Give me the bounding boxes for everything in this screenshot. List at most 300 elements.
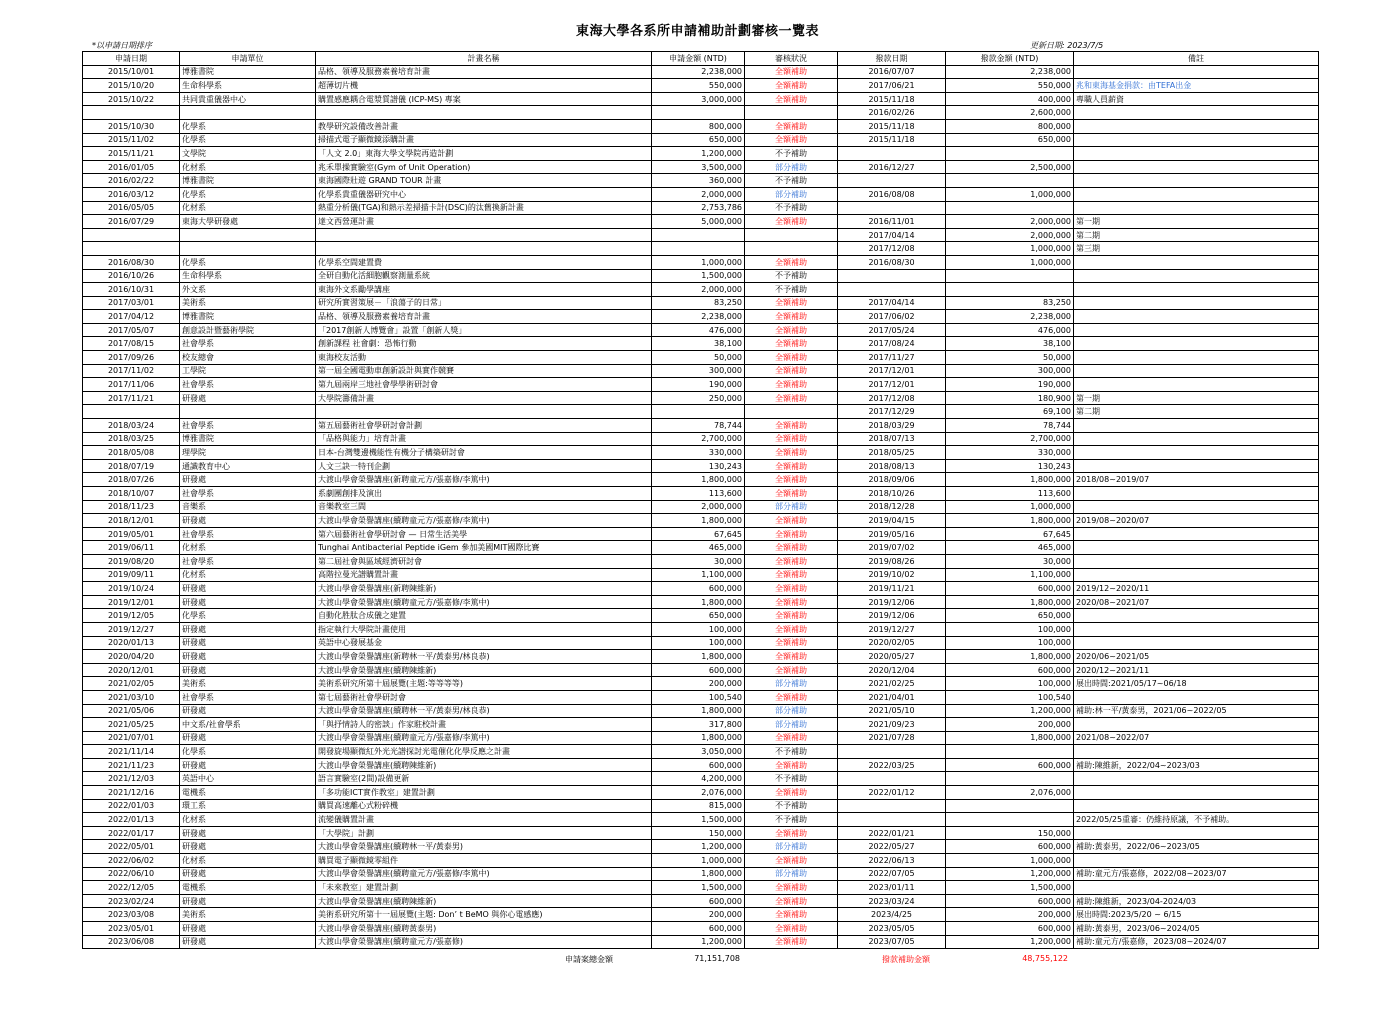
cell-unit: 研發處 xyxy=(180,663,316,677)
cell-grant-date: 2021/02/25 xyxy=(838,677,946,691)
cell-apply-amount: 600,000 xyxy=(652,663,745,677)
cell-apply-date xyxy=(83,405,180,419)
table-row xyxy=(83,147,1319,161)
table-row xyxy=(83,296,1319,310)
cell-grant-date: 2017/12/29 xyxy=(838,405,946,419)
cell-unit: 美術系 xyxy=(180,908,316,922)
cell-apply-amount: 200,000 xyxy=(652,908,745,922)
cell-status: 不予補助 xyxy=(745,813,838,827)
cell-unit: 社會學系 xyxy=(180,690,316,704)
table-header-row xyxy=(83,52,1319,66)
cell-apply-date: 2021/12/03 xyxy=(83,772,180,786)
cell-apply-amount: 250,000 xyxy=(652,391,745,405)
cell-project xyxy=(316,228,652,242)
cell-project: 大渡山學會榮譽講座(續聘陳維新) xyxy=(316,894,652,908)
cell-grant-amount: 2,000,000 xyxy=(946,215,1074,229)
cell-remarks xyxy=(1074,65,1319,79)
cell-remarks xyxy=(1074,106,1319,120)
cell-apply-date: 2015/11/21 xyxy=(83,147,180,161)
cell-apply-amount: 3,500,000 xyxy=(652,160,745,174)
cell-status: 全額補助 xyxy=(745,894,838,908)
cell-remarks xyxy=(1074,636,1319,650)
cell-grant-date xyxy=(838,269,946,283)
cell-apply-date: 2018/03/24 xyxy=(83,419,180,433)
cell-apply-date: 2019/09/11 xyxy=(83,568,180,582)
cell-apply-date: 2021/05/25 xyxy=(83,718,180,732)
cell-status: 全額補助 xyxy=(745,527,838,541)
cell-project: 大渡山學會榮譽講座(新聘林一平/黃泰男/林良恭) xyxy=(316,650,652,664)
cell-grant-amount: 2,076,000 xyxy=(946,786,1074,800)
cell-project: 「2017創新人博覽會」設置「創新人獎」 xyxy=(316,323,652,337)
cell-grant-date: 2021/05/10 xyxy=(838,704,946,718)
cell-remarks xyxy=(1074,283,1319,297)
cell-unit: 校友總會 xyxy=(180,351,316,365)
cell-apply-date: 2021/11/23 xyxy=(83,758,180,772)
table-row xyxy=(83,255,1319,269)
cell-apply-amount: 100,540 xyxy=(652,690,745,704)
table-row xyxy=(83,446,1319,460)
cell-apply-date: 2017/11/02 xyxy=(83,364,180,378)
cell-remarks xyxy=(1074,718,1319,732)
cell-apply-date: 2021/11/14 xyxy=(83,745,180,759)
cell-grant-amount: 2,600,000 xyxy=(946,106,1074,120)
cell-grant-amount: 600,000 xyxy=(946,922,1074,936)
cell-project: 語言實驗室(2間)設備更新 xyxy=(316,772,652,786)
cell-project: 高階拉曼光譜購置計畫 xyxy=(316,568,652,582)
cell-remarks xyxy=(1074,622,1319,636)
cell-remarks: 兆和東海基金捐款：由TEFA出金 xyxy=(1074,79,1319,93)
cell-grant-amount: 650,000 xyxy=(946,133,1074,147)
cell-remarks: 第一期 xyxy=(1074,215,1319,229)
cell-status: 部分補助 xyxy=(745,187,838,201)
cell-apply-amount: 1,800,000 xyxy=(652,595,745,609)
cell-project xyxy=(316,106,652,120)
cell-apply-date: 2018/07/26 xyxy=(83,473,180,487)
total-grant-value: 48,755,122 xyxy=(1022,954,1068,963)
cell-unit: 研發處 xyxy=(180,636,316,650)
cell-status: 部分補助 xyxy=(745,160,838,174)
table-row xyxy=(83,636,1319,650)
cell-unit: 化材系 xyxy=(180,854,316,868)
table-row xyxy=(83,854,1319,868)
cell-status: 全額補助 xyxy=(745,758,838,772)
cell-grant-amount: 1,000,000 xyxy=(946,854,1074,868)
cell-unit xyxy=(180,106,316,120)
table-row xyxy=(83,582,1319,596)
cell-grant-date: 2018/10/26 xyxy=(838,487,946,501)
cell-unit: 化學系 xyxy=(180,119,316,133)
table-row xyxy=(83,351,1319,365)
table-row xyxy=(83,758,1319,772)
table-row xyxy=(83,731,1319,745)
cell-status: 全額補助 xyxy=(745,786,838,800)
cell-apply-amount: 330,000 xyxy=(652,446,745,460)
cell-grant-amount: 67,645 xyxy=(946,527,1074,541)
cell-status: 全額補助 xyxy=(745,446,838,460)
cell-apply-amount: 1,500,000 xyxy=(652,881,745,895)
cell-apply-date xyxy=(83,228,180,242)
cell-unit: 東海大學研發處 xyxy=(180,215,316,229)
cell-grant-date: 2018/05/25 xyxy=(838,446,946,460)
cell-apply-date: 2020/01/13 xyxy=(83,636,180,650)
cell-apply-amount: 4,200,000 xyxy=(652,772,745,786)
cell-grant-amount xyxy=(946,813,1074,827)
cell-apply-amount: 30,000 xyxy=(652,554,745,568)
cell-grant-amount: 113,600 xyxy=(946,487,1074,501)
table-row xyxy=(83,106,1319,120)
cell-unit: 化材系 xyxy=(180,160,316,174)
cell-apply-amount xyxy=(652,106,745,120)
cell-grant-date: 2016/12/27 xyxy=(838,160,946,174)
cell-project: 東海外文系勵學講座 xyxy=(316,283,652,297)
cell-unit: 社會學系 xyxy=(180,527,316,541)
cell-unit: 工學院 xyxy=(180,364,316,378)
cell-status: 全額補助 xyxy=(745,255,838,269)
table-row xyxy=(83,378,1319,392)
cell-project: 第五屆藝術社會學研討會計劃 xyxy=(316,419,652,433)
cell-apply-date: 2020/04/20 xyxy=(83,650,180,664)
cell-project: 品格、領導及服務素養培育計畫 xyxy=(316,310,652,324)
cell-apply-amount: 3,000,000 xyxy=(652,92,745,106)
cell-apply-amount xyxy=(652,242,745,256)
cell-apply-amount: 1,500,000 xyxy=(652,269,745,283)
cell-grant-amount: 400,000 xyxy=(946,92,1074,106)
cell-grant-date: 2017/06/02 xyxy=(838,310,946,324)
cell-apply-amount: 100,000 xyxy=(652,636,745,650)
cell-project: 第一屆全國電動車創新設計與實作競賽 xyxy=(316,364,652,378)
cell-remarks: 2022/05/25重審：仍維持原議，不予補助。 xyxy=(1074,813,1319,827)
cell-grant-date: 2017/04/14 xyxy=(838,296,946,310)
table-row xyxy=(83,541,1319,555)
cell-grant-amount: 100,540 xyxy=(946,690,1074,704)
table-row xyxy=(83,310,1319,324)
cell-project: 大渡山學會榮譽講座(續聘童元方/張嘉修/李篤中) xyxy=(316,731,652,745)
table-row xyxy=(83,772,1319,786)
cell-remarks: 第二期 xyxy=(1074,405,1319,419)
cell-remarks xyxy=(1074,854,1319,868)
cell-status: 全額補助 xyxy=(745,419,838,433)
header-grant-amount: 撥款金額 (NTD) xyxy=(946,52,1074,66)
cell-remarks xyxy=(1074,133,1319,147)
cell-status: 全額補助 xyxy=(745,636,838,650)
cell-remarks xyxy=(1074,310,1319,324)
header-status: 審核狀況 xyxy=(745,52,838,66)
cell-unit: 化學系 xyxy=(180,745,316,759)
cell-remarks xyxy=(1074,690,1319,704)
cell-status: 全額補助 xyxy=(745,826,838,840)
cell-status: 全額補助 xyxy=(745,364,838,378)
cell-status: 全額補助 xyxy=(745,296,838,310)
cell-status: 全額補助 xyxy=(745,337,838,351)
cell-project: 「未來教室」建置計劃 xyxy=(316,881,652,895)
cell-unit: 電機系 xyxy=(180,881,316,895)
cell-unit xyxy=(180,228,316,242)
table-row xyxy=(83,283,1319,297)
update-date: 更新日期: 2023/7/5 xyxy=(1030,41,1104,50)
cell-apply-amount: 5,000,000 xyxy=(652,215,745,229)
table-row xyxy=(83,419,1319,433)
cell-grant-date: 2019/07/02 xyxy=(838,541,946,555)
cell-grant-date: 2017/12/01 xyxy=(838,378,946,392)
table-row xyxy=(83,187,1319,201)
cell-apply-date: 2016/01/05 xyxy=(83,160,180,174)
cell-status: 全額補助 xyxy=(745,391,838,405)
cell-remarks xyxy=(1074,269,1319,283)
cell-remarks xyxy=(1074,174,1319,188)
cell-unit: 生命科學系 xyxy=(180,269,316,283)
cell-unit: 博雅書院 xyxy=(180,174,316,188)
cell-remarks: 補助:黃泰男，2022/06~2023/05 xyxy=(1074,840,1319,854)
cell-grant-amount: 1,000,000 xyxy=(946,187,1074,201)
cell-grant-amount: 190,000 xyxy=(946,378,1074,392)
cell-unit: 研發處 xyxy=(180,935,316,949)
cell-apply-date xyxy=(83,106,180,120)
cell-grant-date: 2016/07/07 xyxy=(838,65,946,79)
cell-unit: 生命科學系 xyxy=(180,79,316,93)
cell-project: 日本-台灣雙邊機能性有機分子構築研討會 xyxy=(316,446,652,460)
cell-grant-amount: 200,000 xyxy=(946,718,1074,732)
cell-project: 研究所實習策展－「浪蕩子的日常」 xyxy=(316,296,652,310)
cell-remarks xyxy=(1074,147,1319,161)
cell-remarks xyxy=(1074,527,1319,541)
cell-unit: 美術系 xyxy=(180,677,316,691)
cell-project: 「人文 2.0」東海大學文學院再造計劃 xyxy=(316,147,652,161)
cell-grant-date: 2019/12/27 xyxy=(838,622,946,636)
cell-remarks: 2020/12~2021/11 xyxy=(1074,663,1319,677)
table-row xyxy=(83,527,1319,541)
cell-apply-date: 2022/05/01 xyxy=(83,840,180,854)
cell-status: 全額補助 xyxy=(745,351,838,365)
table-row xyxy=(83,405,1319,419)
cell-grant-date: 2021/04/01 xyxy=(838,690,946,704)
cell-grant-amount: 1,800,000 xyxy=(946,514,1074,528)
cell-project: 流變儀購置計畫 xyxy=(316,813,652,827)
cell-grant-date: 2022/01/21 xyxy=(838,826,946,840)
cell-status: 不予補助 xyxy=(745,799,838,813)
cell-apply-amount: 2,000,000 xyxy=(652,283,745,297)
cell-status: 部分補助 xyxy=(745,867,838,881)
cell-apply-date: 2022/06/02 xyxy=(83,854,180,868)
table-row xyxy=(83,650,1319,664)
cell-grant-amount: 83,250 xyxy=(946,296,1074,310)
table-row xyxy=(83,935,1319,949)
header-grant-date: 撥款日期 xyxy=(838,52,946,66)
cell-project: 創新課程 社會劇：恐怖行動 xyxy=(316,337,652,351)
cell-grant-date: 2023/03/24 xyxy=(838,894,946,908)
cell-apply-date: 2019/05/01 xyxy=(83,527,180,541)
cell-grant-amount: 150,000 xyxy=(946,826,1074,840)
cell-grant-date: 2019/12/06 xyxy=(838,609,946,623)
cell-grant-amount: 2,000,000 xyxy=(946,228,1074,242)
table-row xyxy=(83,174,1319,188)
cell-project: 音樂教室三間 xyxy=(316,500,652,514)
cell-apply-date: 2015/10/22 xyxy=(83,92,180,106)
table-row xyxy=(83,690,1319,704)
cell-apply-amount: 1,500,000 xyxy=(652,813,745,827)
cell-project: 指定執行大學院計畫使用 xyxy=(316,622,652,636)
cell-apply-amount: 1,200,000 xyxy=(652,935,745,949)
cell-apply-date: 2016/05/05 xyxy=(83,201,180,215)
cell-apply-date: 2022/01/03 xyxy=(83,799,180,813)
cell-apply-date: 2019/08/20 xyxy=(83,554,180,568)
header-project: 計畫名稱 xyxy=(316,52,652,66)
cell-grant-date: 2017/08/24 xyxy=(838,337,946,351)
cell-apply-amount: 113,600 xyxy=(652,487,745,501)
cell-unit: 研發處 xyxy=(180,514,316,528)
table-row xyxy=(83,323,1319,337)
cell-remarks: 補助:林一平/黃泰男，2021/06~2022/05 xyxy=(1074,704,1319,718)
cell-remarks: 2019/08~2020/07 xyxy=(1074,514,1319,528)
cell-apply-amount: 100,000 xyxy=(652,622,745,636)
cell-apply-date: 2023/05/01 xyxy=(83,922,180,936)
cell-project: 化學系空間建置費 xyxy=(316,255,652,269)
cell-remarks xyxy=(1074,201,1319,215)
cell-grant-date: 2022/05/27 xyxy=(838,840,946,854)
cell-apply-amount: 317,800 xyxy=(652,718,745,732)
cell-project: 化學系貴重儀器研究中心 xyxy=(316,187,652,201)
cell-unit: 化材系 xyxy=(180,568,316,582)
cell-grant-amount: 130,243 xyxy=(946,459,1074,473)
cell-remarks xyxy=(1074,187,1319,201)
cell-unit: 社會學系 xyxy=(180,378,316,392)
cell-unit: 研發處 xyxy=(180,894,316,908)
cell-unit: 音樂系 xyxy=(180,500,316,514)
cell-unit: 英語中心 xyxy=(180,772,316,786)
cell-remarks: 補助:黃泰男，2023/06~2024/05 xyxy=(1074,922,1319,936)
cell-grant-date xyxy=(838,745,946,759)
cell-status: 全額補助 xyxy=(745,690,838,704)
cell-project: 第七屆藝術社會學研討會 xyxy=(316,690,652,704)
cell-status: 全額補助 xyxy=(745,473,838,487)
cell-grant-amount xyxy=(946,283,1074,297)
cell-grant-amount: 600,000 xyxy=(946,758,1074,772)
cell-grant-amount: 1,000,000 xyxy=(946,242,1074,256)
cell-apply-amount: 3,050,000 xyxy=(652,745,745,759)
cell-grant-amount: 2,700,000 xyxy=(946,432,1074,446)
cell-grant-amount: 50,000 xyxy=(946,351,1074,365)
cell-remarks: 2019/12~2020/11 xyxy=(1074,582,1319,596)
cell-status: 全額補助 xyxy=(745,881,838,895)
cell-grant-date: 2019/10/02 xyxy=(838,568,946,582)
cell-apply-amount: 130,243 xyxy=(652,459,745,473)
cell-apply-date: 2018/12/01 xyxy=(83,514,180,528)
cell-status: 全額補助 xyxy=(745,133,838,147)
cell-apply-amount: 1,800,000 xyxy=(652,867,745,881)
cell-remarks: 補助:陳維新，2022/04~2023/03 xyxy=(1074,758,1319,772)
cell-status: 不予補助 xyxy=(745,201,838,215)
cell-apply-date: 2018/03/25 xyxy=(83,432,180,446)
table-row xyxy=(83,663,1319,677)
cell-project: 東海校友活動 xyxy=(316,351,652,365)
cell-unit: 研發處 xyxy=(180,731,316,745)
table-row xyxy=(83,228,1319,242)
cell-apply-date: 2015/10/20 xyxy=(83,79,180,93)
cell-unit: 創意設計暨藝術學院 xyxy=(180,323,316,337)
cell-project: 「多功能ICT實作教室」建置計劃 xyxy=(316,786,652,800)
cell-apply-date: 2018/10/07 xyxy=(83,487,180,501)
cell-apply-date: 2021/03/10 xyxy=(83,690,180,704)
cell-grant-date: 2023/4/25 xyxy=(838,908,946,922)
table-row xyxy=(83,922,1319,936)
cell-grant-amount xyxy=(946,201,1074,215)
total-grant-label: 撥款補助金額 xyxy=(882,955,930,964)
cell-unit: 文學院 xyxy=(180,147,316,161)
table-row xyxy=(83,704,1319,718)
cell-project: 系劇團創排及演出 xyxy=(316,487,652,501)
cell-apply-amount: 67,645 xyxy=(652,527,745,541)
table-row xyxy=(83,894,1319,908)
cell-project: 大渡山學會榮譽講座(續聘林一平/黃泰男) xyxy=(316,840,652,854)
cell-unit xyxy=(180,405,316,419)
cell-status: 全額補助 xyxy=(745,487,838,501)
cell-status: 不予補助 xyxy=(745,147,838,161)
cell-project: 大渡山學會榮譽講座(續聘童元方/張嘉修) xyxy=(316,935,652,949)
table-row xyxy=(83,487,1319,501)
cell-status xyxy=(745,228,838,242)
cell-grant-date: 2017/12/08 xyxy=(838,391,946,405)
table-row xyxy=(83,215,1319,229)
cell-apply-amount: 600,000 xyxy=(652,894,745,908)
cell-remarks xyxy=(1074,364,1319,378)
cell-status: 全額補助 xyxy=(745,731,838,745)
cell-apply-date: 2017/11/06 xyxy=(83,378,180,392)
cell-apply-date: 2023/02/24 xyxy=(83,894,180,908)
cell-grant-date: 2022/03/25 xyxy=(838,758,946,772)
cell-grant-date: 2017/06/21 xyxy=(838,79,946,93)
cell-status: 全額補助 xyxy=(745,459,838,473)
cell-remarks: 第二期 xyxy=(1074,228,1319,242)
cell-project: 「品格與能力」培育計畫 xyxy=(316,432,652,446)
table-row xyxy=(83,799,1319,813)
cell-remarks xyxy=(1074,160,1319,174)
table-row xyxy=(83,92,1319,106)
cell-grant-date xyxy=(838,772,946,786)
cell-unit xyxy=(180,242,316,256)
header-remarks: 備註 xyxy=(1074,52,1319,66)
cell-apply-date: 2016/10/31 xyxy=(83,283,180,297)
cell-apply-amount: 78,744 xyxy=(652,419,745,433)
cell-grant-date: 2017/12/08 xyxy=(838,242,946,256)
cell-apply-amount: 38,100 xyxy=(652,337,745,351)
table-row xyxy=(83,119,1319,133)
cell-remarks: 2020/08~2021/07 xyxy=(1074,595,1319,609)
cell-remarks xyxy=(1074,609,1319,623)
table-row xyxy=(83,786,1319,800)
cell-grant-date: 2018/08/13 xyxy=(838,459,946,473)
cell-remarks: 補助:童元方/張嘉修，2022/08~2023/07 xyxy=(1074,867,1319,881)
cell-grant-date xyxy=(838,799,946,813)
cell-apply-date: 2022/01/13 xyxy=(83,813,180,827)
cell-project: 達文西營運計畫 xyxy=(316,215,652,229)
cell-apply-date: 2021/02/05 xyxy=(83,677,180,691)
cell-grant-date: 2019/08/26 xyxy=(838,554,946,568)
cell-apply-amount: 1,000,000 xyxy=(652,255,745,269)
cell-grant-date: 2018/12/28 xyxy=(838,500,946,514)
cell-status: 不予補助 xyxy=(745,283,838,297)
cell-project: 大渡山學會榮譽講座(續聘陳維新) xyxy=(316,663,652,677)
cell-unit: 研發處 xyxy=(180,622,316,636)
cell-grant-date: 2015/11/18 xyxy=(838,133,946,147)
cell-project: 大渡山學會榮譽講座(續聘林一平/黃泰男/林良恭) xyxy=(316,704,652,718)
table-row xyxy=(83,473,1319,487)
table-row xyxy=(83,867,1319,881)
cell-grant-amount: 1,100,000 xyxy=(946,568,1074,582)
cell-grant-date: 2015/11/18 xyxy=(838,92,946,106)
cell-remarks: 2021/08~2022/07 xyxy=(1074,731,1319,745)
cell-grant-amount: 2,238,000 xyxy=(946,65,1074,79)
cell-status: 全額補助 xyxy=(745,854,838,868)
cell-grant-date: 2023/01/11 xyxy=(838,881,946,895)
